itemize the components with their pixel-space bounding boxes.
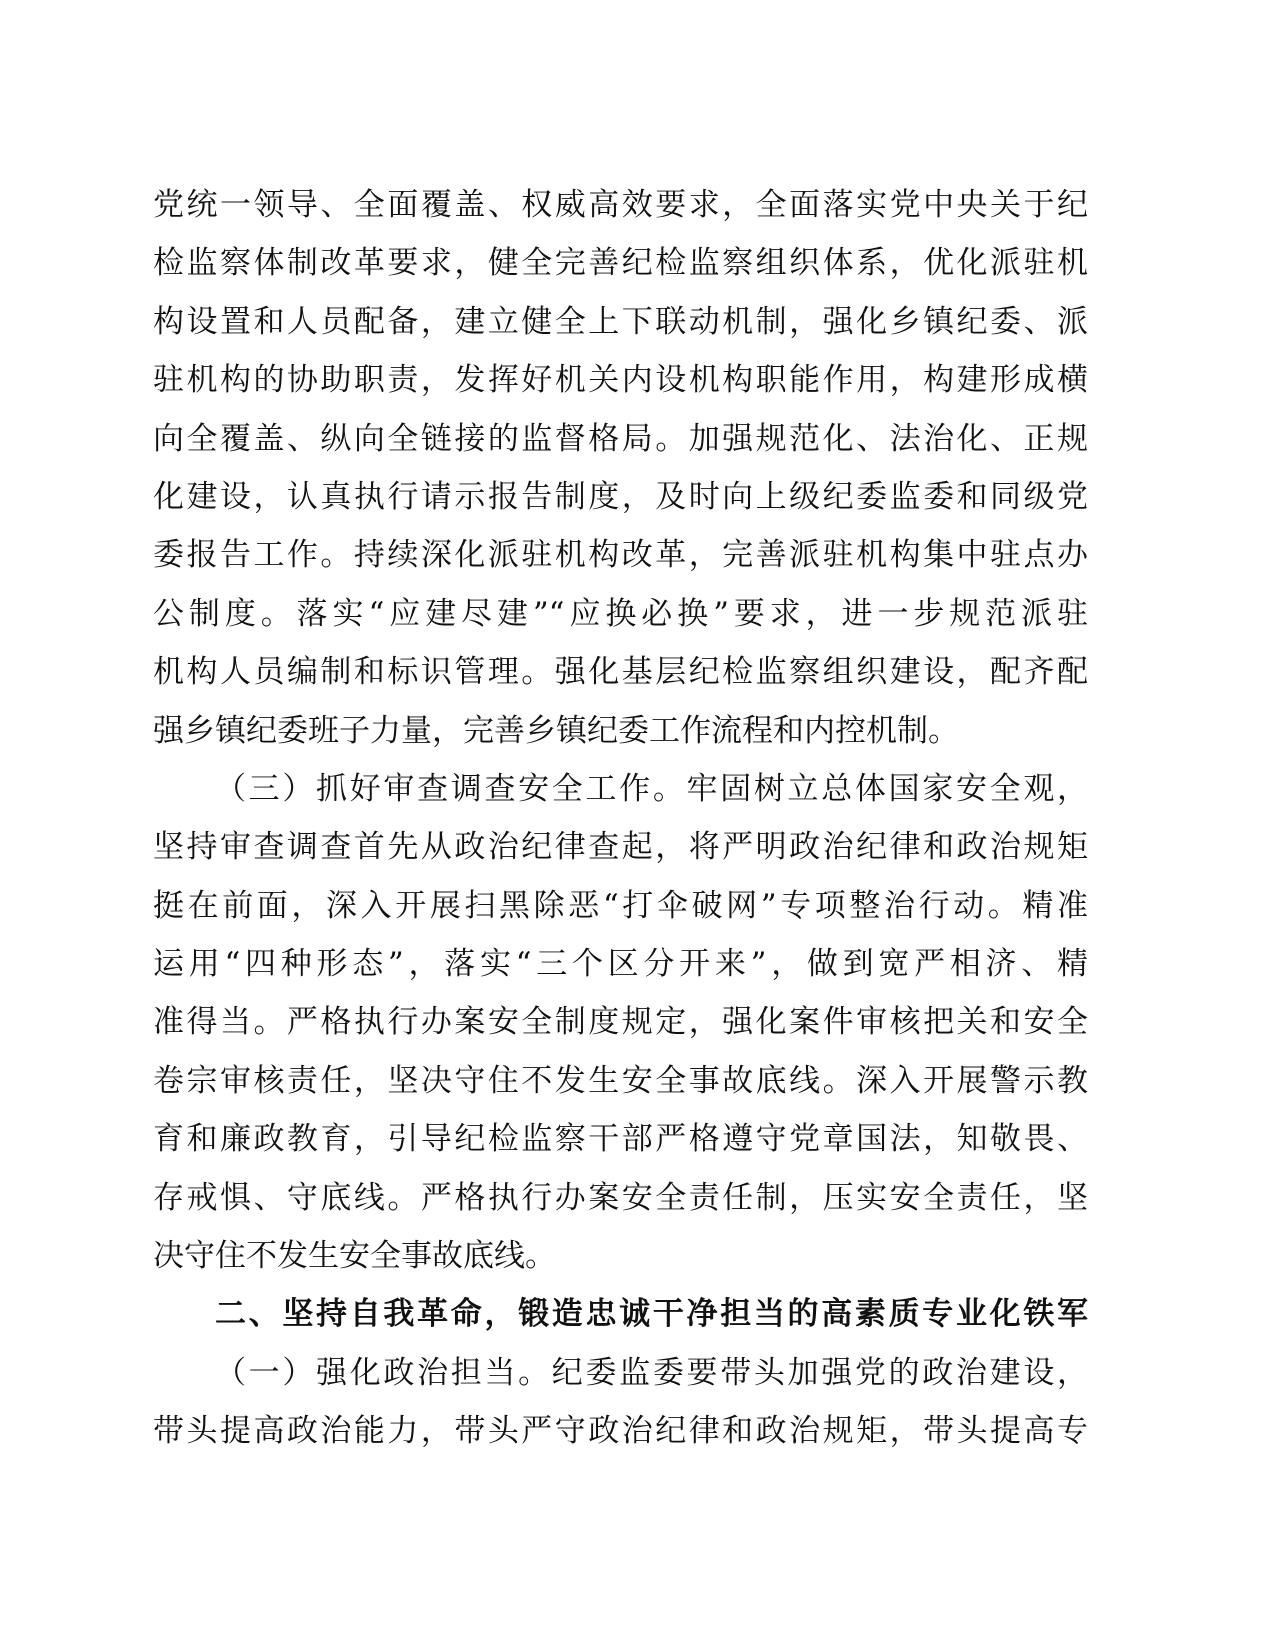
text-line: 机构人员编制和标识管理。强化基层纪检监察组织建设，配齐配 bbox=[153, 654, 1088, 691]
text-line: 坚持审查调查首先从政治纪律查起，将严明政治纪律和政治规矩 bbox=[153, 829, 1088, 866]
text-line: 党统一领导、全面覆盖、权威高效要求，全面落实党中央关于纪 bbox=[153, 187, 1088, 223]
text-line: 存戒惧、守底线。严格执行办案安全责任制，压实安全责任，坚 bbox=[153, 1179, 1088, 1216]
text-line: 准得当。严格执行办案安全制度规定，强化案件审核把关和安全 bbox=[153, 1004, 1088, 1041]
text-line: 构设置和人员配备，建立健全上下联动机制，强化乡镇纪委、派 bbox=[153, 303, 1088, 340]
text-line: （一）强化政治担当。纪委监委要带头加强党的政治建设， bbox=[215, 1354, 1088, 1391]
text-line: 检监察体制改革要求，健全完善纪检监察组织体系，优化派驻机 bbox=[153, 245, 1088, 282]
document-body bbox=[153, 176, 1088, 1461]
text-line: 化建设，认真执行请示报告制度，及时向上级纪委监委和同级党 bbox=[153, 478, 1088, 515]
text-line: 决守住不发生安全事故底线。 bbox=[153, 1238, 556, 1275]
text-line: 卷宗审核责任，坚决守住不发生安全事故底线。深入开展警示教 bbox=[153, 1062, 1088, 1099]
paragraph-body-1 bbox=[153, 176, 1088, 760]
text-line: 驻机构的协助职责，发挥好机关内设机构职能作用，构建形成横 bbox=[153, 362, 1088, 399]
text-line: 运用“四种形态”，落实“三个区分开来”，做到宽严相济、精 bbox=[153, 946, 1088, 983]
text-line: 向全覆盖、纵向全链接的监督格局。加强规范化、法治化、正规 bbox=[153, 420, 1088, 457]
text-line: 挺在前面，深入开展扫黑除恶“打伞破网”专项整治行动。精准 bbox=[153, 887, 1088, 924]
paragraph-section-1 bbox=[153, 1344, 1088, 1461]
section-heading bbox=[153, 1285, 1088, 1343]
heading-text: 二、坚持自我革命，锻造忠诚干净担当的高素质专业化铁军 bbox=[215, 1296, 1088, 1333]
text-line: 强乡镇纪委班子力量，完善乡镇纪委工作流程和内控机制。 bbox=[153, 712, 959, 749]
text-line: 带头提高政治能力，带头严守政治纪律和政治规矩，带头提高专 bbox=[153, 1413, 1088, 1450]
text-line: （三）抓好审查调查安全工作。牢固树立总体国家安全观， bbox=[215, 770, 1088, 807]
text-line: 公制度。落实“应建尽建”“应换必换”要求，进一步规范派驻 bbox=[153, 595, 1088, 632]
text-line: 委报告工作。持续深化派驻机构改革，完善派驻机构集中驻点办 bbox=[153, 537, 1088, 574]
text-line: 育和廉政教育，引导纪检监察干部严格遵守党章国法，知敬畏、 bbox=[153, 1121, 1088, 1158]
paragraph-section-3 bbox=[153, 760, 1088, 1286]
